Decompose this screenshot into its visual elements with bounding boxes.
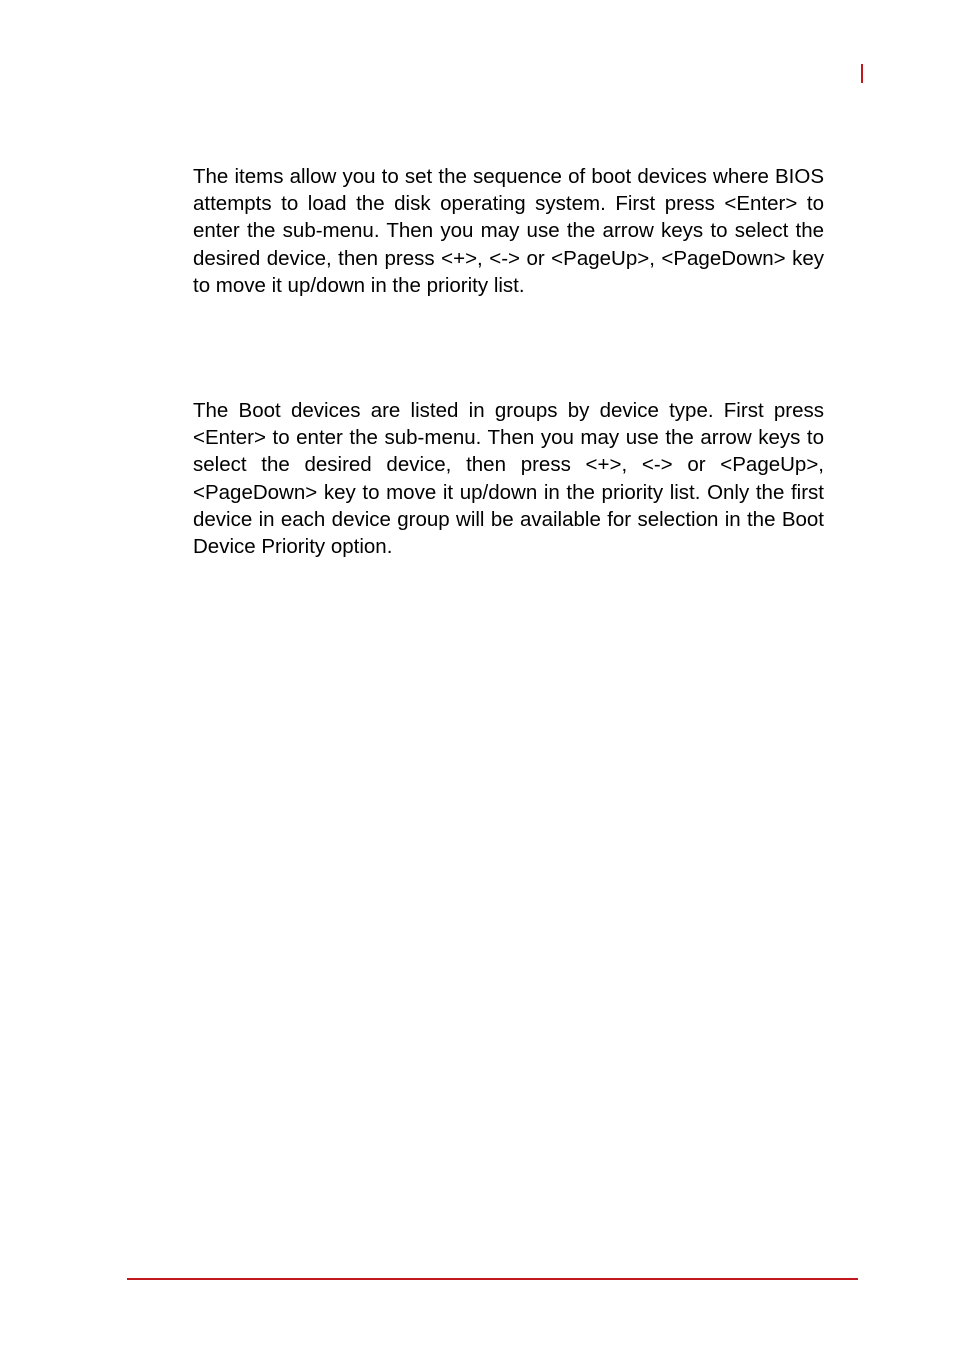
paragraph-boot-device-groups: The Boot devices are listed in groups by device type. First press <Enter> to enter the sub-menu. Then you may use the arrow keys to select the desired device, then press <+>, <-> or <PageUp>, <PageDown> key to move it up/down in the priority list. Only the first device in each device group will be available for selection in the Boot Device Priority option. <box>193 399 824 559</box>
footer-rule <box>127 1278 858 1280</box>
paragraph-boot-sequence: The items allow you to set the sequence of boot devices where BIOS attempts to load the disk operating system. First press <Enter> to enter the sub-menu. Then you may use the arrow keys to select the desired device, then press <+>, <-> or <PageUp>, <PageDown> key to move it up/down in the priority list. <box>193 165 824 297</box>
header-accent-mark <box>861 64 863 83</box>
